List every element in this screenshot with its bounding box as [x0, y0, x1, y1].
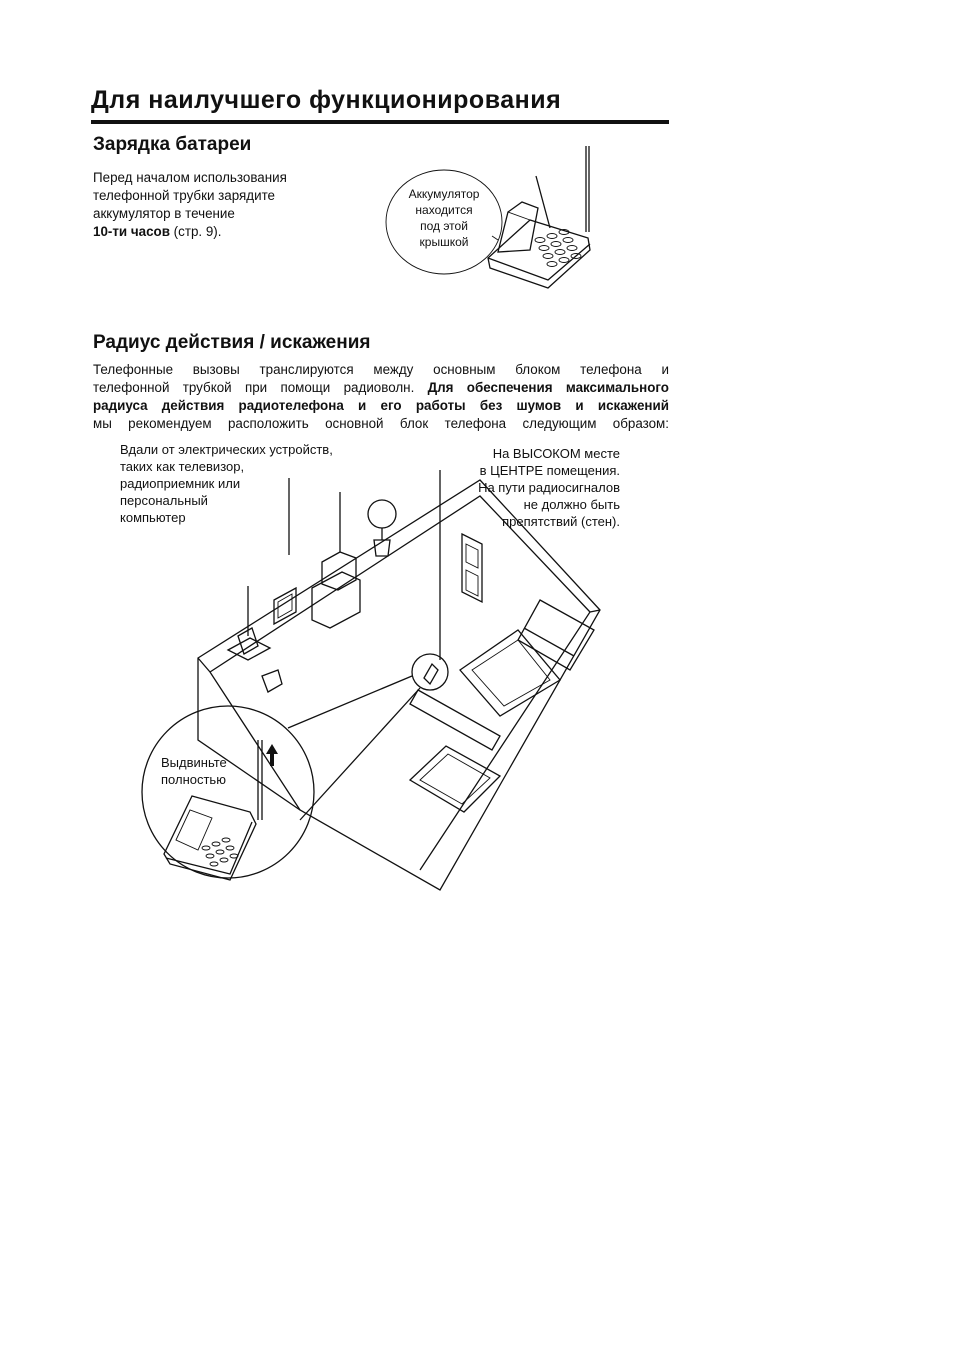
battery-heading: Зарядка батареи: [93, 134, 252, 155]
battery-line-3: аккумулятор в течение: [93, 206, 235, 221]
left-note-line-5: компьютер: [120, 510, 186, 525]
range-line-4: мы рекомендуем расположить основной блок телефона следующим образом:: [93, 416, 669, 431]
location-note-right: [430, 445, 620, 530]
arrow-up-icon: [266, 744, 278, 766]
battery-line-4: [93, 223, 323, 241]
base-unit-icon: [164, 796, 256, 880]
left-note-line-2: таких как телевизор,: [120, 459, 245, 474]
phone-icon: [424, 664, 438, 684]
range-line-3-bold: радиуса действия радиотелефона и его работы без шумов и искажений: [93, 398, 669, 413]
title-rule: [91, 120, 669, 124]
location-note-left: [120, 441, 390, 526]
tv-icon: [322, 552, 356, 590]
page-ref: (стр. 9).: [169, 224, 222, 239]
range-line-2: [93, 379, 669, 397]
tv-cabinet: [312, 572, 360, 628]
antenna-note: [161, 754, 251, 788]
base-keypad-icon: [202, 838, 238, 866]
range-line-2-bold: Для обеспечения максимального: [427, 380, 669, 395]
right-note-line-2: в ЦЕНТРЕ помещения.: [479, 463, 620, 478]
range-line-1: Телефонные вызовы транслируются между основным блоком телефона и: [93, 362, 669, 377]
battery-line-1: Перед началом использования: [93, 170, 287, 185]
door-icon: [462, 534, 482, 602]
room-outline: [198, 480, 600, 890]
page-title: Для наилучшего функционирования: [91, 86, 562, 114]
battery-text: [93, 169, 323, 241]
range-line-2-plain: телефонной трубкой при помощи радиоволн.: [93, 380, 415, 395]
battery-callout: [392, 186, 496, 250]
battery-line-2: телефонной трубки зарядите: [93, 188, 276, 203]
range-text: [93, 361, 669, 433]
callout-line-3: под этой: [420, 219, 468, 233]
callout-line-1: Аккумулятор: [408, 187, 480, 201]
range-heading: Радиус действия / искажения: [93, 332, 371, 353]
callout-line-2: находится: [415, 203, 473, 217]
antenna-note-line-1: Выдвиньте: [161, 755, 227, 770]
keypad-icon: [535, 230, 581, 267]
right-note-line-3: На пути радиосигналов: [478, 480, 620, 495]
left-note-line-3: радиоприемник или: [120, 476, 241, 491]
charge-time: 10-ти часов: [93, 224, 170, 239]
right-note-line-4: не должно быть: [523, 497, 620, 512]
range-line-3: [93, 397, 669, 415]
sofa-icon: [518, 600, 594, 670]
antenna-note-line-2: полностью: [161, 772, 226, 787]
right-note-line-5: препятствий (стен).: [502, 514, 620, 529]
callout-line-4: крышкой: [419, 235, 469, 249]
chair-icon: [262, 670, 282, 692]
right-note-line-1: На ВЫСОКОМ месте: [492, 446, 620, 461]
left-note-line-4: персональный: [120, 493, 208, 508]
left-note-line-1: Вдали от электрических устройств,: [120, 442, 333, 457]
low-cabinet: [410, 690, 500, 750]
second-bed-icon: [410, 746, 500, 812]
